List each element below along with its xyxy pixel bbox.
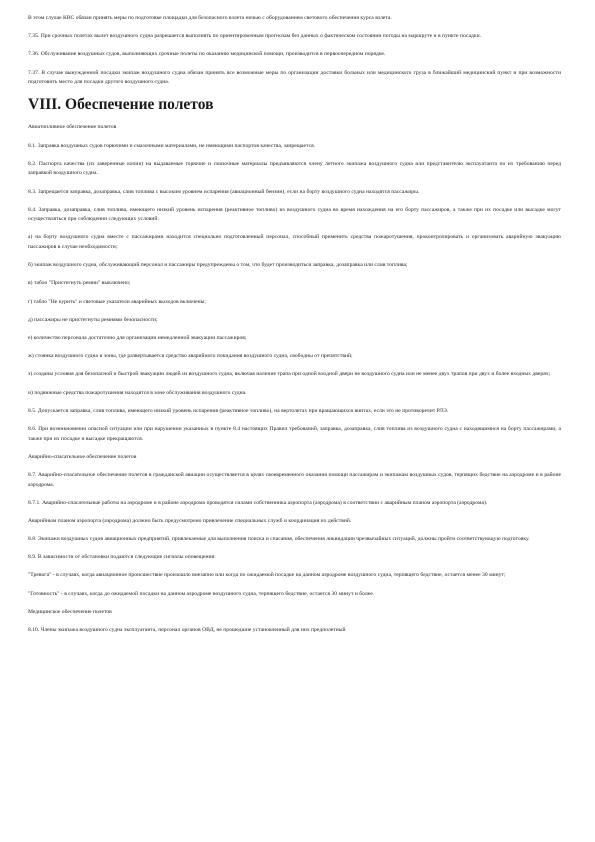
paragraph: 8.1. Заправка воздушных судов горючими и смазочными материалами, не имеющими паспортов качества, запрещается. xyxy=(28,142,316,149)
rescue-paragraphs xyxy=(28,471,561,599)
paragraph: 8.9. В зависимости от обстановки подаются следующие сигналы оповещения: xyxy=(28,554,216,561)
paragraph: "Тревога" - в случаях, когда авиационное происшествие произошло внезапно или когда по ожидаемой посадке на данном аэродроме воздушного судна, терпящего бедствие, остается менее 30 минут; xyxy=(28,572,506,579)
paragraph: 8.3. Запрещается заправка, дозаправка, слив топлива с высоким уровнем испарения (авиационный бензин), если на борту воздушного судна находятся пассажиры. xyxy=(28,188,420,195)
paragraph: г) табло "Не курить" и световые указатели аварийных выходов включены; xyxy=(28,298,206,305)
paragraph: 7.36. Обслуживание воздушных судов, выполняющих срочные полеты по оказанию медицинской помощи, производится в первоочередном порядке. xyxy=(28,51,386,58)
paragraph: е) количество персонала достаточно для организации немедленной эвакуации пассажиров; xyxy=(28,335,247,341)
paragraph: в) табло "Пристегнуть ремни" выключено; xyxy=(28,280,131,287)
paragraph: д) пассажиры не пристегнуты ремнями безопасности; xyxy=(28,316,158,323)
paragraph: 8.4. Заправка, дозаправка, слив топлива, имеющего низкий уровень испарения (реактивное топливо) из воздушного судна во время нахождения на его борту пассажиров, а также при их посадке или высадке могут осуществляться при соблюдении следующих условий: xyxy=(28,206,561,223)
subsection-medical: Медицинское обеспечение полетов xyxy=(28,608,112,615)
subsection-aviation-fuel: Авиатопливное обеспечение полетов xyxy=(28,124,117,131)
paragraph: 8.6. При возникновении опасной ситуации или при нарушении указанных в пункте 8.4 настоящих Правил требований, заправка, дозаправка, слив топлива из воздушного судна с находящимися на борту пассажирами, а также при их посадке и высадке прекращаются. xyxy=(28,425,561,442)
paragraph: 8.8. Экипажи воздушных судов авиационных предприятий, привлекаемые для выполнения поиска и спасания, обеспечения ликвидации чрезвычайных ситуаций, должны пройти соответствующую подготовку. xyxy=(28,536,530,543)
paragraph: 7.35. При срочных полетах вылет воздушного судна разрешается выполнять по ориентировочным прогнозам без данных о фактическом состоянии погоды на маршруте и в пункте посадки. xyxy=(28,33,482,40)
medical-paragraphs xyxy=(28,626,561,636)
paragraph: и) подвижные средства пожаротушения находятся в зоне обслуживания воздушного судна. xyxy=(28,389,247,396)
paragraph: Аварийным планом аэропорта (аэродрома) должно быть предусмотрено привлечение специальных служб и координация их действий. xyxy=(28,517,352,524)
paragraph: а) на борту воздушного судна вместе с пассажирами находится специально подготовленный персонал, способный применить средства пожаротушения, проконтролировать и организовать аварийную эвакуацию пассажиров в случае необходимости; xyxy=(28,234,561,251)
paragraph: 8.10. Члены экипажа воздушного судна эксплуатанта, персонал органов ОВД, не прошедшие установленный для них предполетный xyxy=(28,627,346,633)
paragraph: 8.2. Паспорта качества (их заверенные копии) на выдаваемые горючие и смазочные материалы предъявляются члену летного экипажа воздушного судна или представителю эксплуатанта по их требованию перед заправкой воздушного судна. xyxy=(28,160,561,177)
section-title: VIII. Обеспечение полетов xyxy=(28,96,214,114)
paragraph: 8.5. Допускается заправка, слив топлива, имеющего низкий уровень испарения (реактивное топливо), на вертолетах при вращающихся винтах, если это не противоречит РЛЭ. xyxy=(28,407,449,414)
subsection-rescue: Аварийно-спасательное обеспечение полетов xyxy=(28,453,137,460)
intro-paragraphs xyxy=(28,14,561,88)
paragraph: 8.7. Аварийно-спасательное обеспечение полетов в гражданской авиации осуществляется в целях своевременного оказания помощи пассажирам и экипажам воздушных судов, терпящих бедствие на аэродроме и в районе аэродрома. xyxy=(28,471,561,488)
paragraph: 7.37. В случае вынужденной посадки экипаж воздушного судна обязан принять все возможные меры по организации доставки больных или медицинского груза в ближайший медицинский пункт и при возможности подготовить место для посадки другого воздушного судна. xyxy=(28,69,561,86)
aviation-paragraphs xyxy=(28,142,561,445)
paragraph: з) созданы условия для безопасной и быстрой эвакуации людей из воздушного судна, включая наличие трапа при одной входной двери не воздушного судна или не менее двух трапов при двух и более входных дверях; xyxy=(28,371,551,378)
paragraph: б) экипаж воздушного судна, обслуживающий персонал и пассажиры предупреждены о том, что будет производиться заправка, дозаправка или слив топлива; xyxy=(28,262,408,269)
paragraph: В этом случае КВС обязан принять меры по подготовке площадки для безопасного взлета ночью с оборудованием светового обеспечения курса взлета. xyxy=(28,15,392,21)
paragraph: 8.7.1. Аварийно-спасательные работы на аэродроме и в районе аэродрома проводятся силами собственника аэропорта (аэродрома) в соответствии с аварийным планом аэропорта (аэродрома). xyxy=(28,499,488,506)
paragraph: ж) стоянка воздушного судна и зоны, где развертывается средство аварийного покидания воздушного судна, свободны от препятствий; xyxy=(28,353,353,360)
paragraph: "Готовность" - в случаях, когда до ожидаемой посадки на данном аэродроме воздушного судна, терпящего бедствие, остается 30 минут и более. xyxy=(28,590,375,597)
